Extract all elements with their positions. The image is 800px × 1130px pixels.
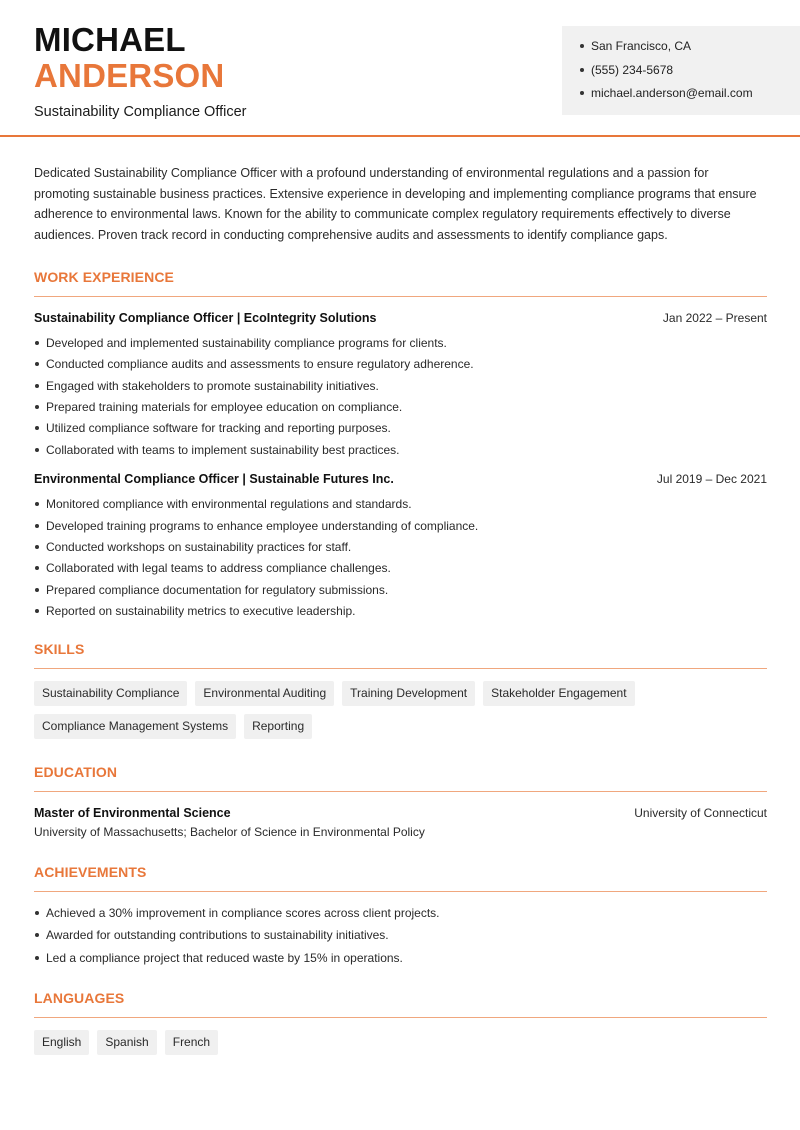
bullet-icon (35, 502, 39, 506)
job-role: Sustainability Compliance Officer | EcoIntegrity Solutions (34, 310, 377, 325)
section-title-work: WORK EXPERIENCE (34, 269, 767, 297)
bullet-icon (35, 384, 39, 388)
skill-chip: Stakeholder Engagement (483, 681, 634, 706)
job-date: Jul 2019 – Dec 2021 (656, 472, 767, 487)
bullet-text: Achieved a 30% improvement in compliance scores across client projects. (46, 905, 440, 920)
bullet-icon (35, 524, 39, 528)
list-item (34, 356, 767, 377)
job-entry (34, 472, 767, 624)
bullet-icon (35, 566, 39, 570)
section-title-achievements: ACHIEVEMENTS (34, 864, 767, 892)
bullet-icon (35, 405, 39, 409)
bullet-text: Awarded for outstanding contributions to sustainability initiatives. (46, 928, 389, 942)
job-date: Jan 2022 – Present (662, 310, 767, 325)
skill-chip: Training Development (342, 681, 475, 706)
bullet-text: Prepared training materials for employee education on compliance. (46, 399, 403, 414)
languages-chips (34, 1030, 767, 1055)
list-item (34, 905, 767, 928)
phone-text: (555) 234-5678 (591, 62, 674, 77)
skills-chips (34, 681, 767, 739)
contact-location (580, 38, 800, 62)
bullet-icon (35, 911, 39, 915)
list-item (34, 518, 767, 539)
list-item (34, 420, 767, 441)
skill-chip: Reporting (244, 714, 312, 739)
bullet-text: Developed and implemented sustainability compliance programs for clients. (46, 335, 447, 350)
education-detail: University of Massachusetts; Bachelor of Science in Environmental Policy (34, 824, 425, 839)
bullet-icon (580, 68, 584, 72)
list-item (34, 378, 767, 399)
bullet-icon (35, 933, 39, 937)
bullet-text: Collaborated with teams to implement sustainability best practices. (46, 442, 400, 457)
list-item (34, 603, 767, 624)
skill-chip: Compliance Management Systems (34, 714, 236, 739)
job-bullets (34, 496, 767, 624)
section-title-skills: SKILLS (34, 641, 767, 669)
list-item (34, 496, 767, 517)
bullet-text: Prepared compliance documentation for regulatory submissions. (46, 582, 389, 597)
education-header (34, 806, 767, 820)
list-item (34, 335, 767, 356)
list-item (34, 927, 767, 950)
university-right: University of Connecticut (634, 805, 767, 820)
bullet-text: Led a compliance project that reduced waste by 15% in operations. (46, 950, 403, 965)
job-bullets (34, 335, 767, 463)
languages-section (34, 990, 767, 1055)
work-experience-section (34, 269, 767, 625)
location-text: San Francisco, CA (591, 39, 692, 53)
list-item (34, 399, 767, 420)
name-block (34, 22, 247, 120)
achievements-list (34, 905, 767, 973)
job-title: Sustainability Compliance Officer (34, 104, 247, 120)
bullet-icon (580, 44, 584, 48)
first-name: MICHAEL (34, 21, 186, 58)
last-name: ANDERSON (34, 57, 225, 94)
skill-chip: Environmental Auditing (195, 681, 334, 706)
list-item (34, 950, 767, 973)
section-title-education: EDUCATION (34, 764, 767, 792)
list-item (34, 560, 767, 581)
language-chip: French (165, 1030, 218, 1055)
skills-section (34, 641, 767, 739)
bullet-icon (35, 362, 39, 366)
job-header (34, 311, 767, 325)
bullet-icon (35, 341, 39, 345)
email-text: michael.anderson@email.com (591, 86, 753, 100)
bullet-text: Utilized compliance software for tracking and reporting purposes. (46, 421, 391, 436)
bullet-icon (35, 448, 39, 452)
bullet-text: Conducted compliance audits and assessments to ensure regulatory adherence. (46, 357, 474, 372)
contact-phone (580, 62, 800, 86)
bullet-text: Monitored compliance with environmental regulations and standards. (46, 497, 412, 512)
bullet-icon (35, 609, 39, 613)
achievements-section (34, 864, 767, 973)
bullet-text: Reported on sustainability metrics to executive leadership. (46, 604, 356, 619)
list-item (34, 442, 767, 463)
bullet-text: Developed training programs to enhance employee understanding of compliance. (46, 518, 479, 533)
bullet-text: Collaborated with legal teams to address compliance challenges. (46, 561, 391, 576)
bullet-icon (35, 588, 39, 592)
bullet-icon (580, 91, 584, 95)
bullet-icon (35, 545, 39, 549)
resume-body (34, 163, 767, 1055)
job-header (34, 472, 767, 486)
list-item (34, 582, 767, 603)
language-chip: English (34, 1030, 89, 1055)
summary-paragraph: Dedicated Sustainability Compliance Officer with a profound understanding of environmental regulations and a passion for promoting sustainable business practices. Extensive experience in developing and implementing compliance programs that ensure adherence to environmental laws. Known for the ability to communicate complex regulatory requirements effectively to diverse audiences. Proven track record in conducting comprehensive audits and assessments to identify compliance gaps. (34, 166, 757, 243)
education-entry (34, 806, 767, 839)
job-role: Environmental Compliance Officer | Sustainable Futures Inc. (34, 472, 394, 487)
education-section (34, 764, 767, 839)
bullet-text: Engaged with stakeholders to promote sustainability initiatives. (46, 378, 379, 393)
contact-email (580, 85, 800, 109)
contact-box (562, 26, 800, 115)
bullet-icon (35, 426, 39, 430)
bullet-icon (35, 956, 39, 960)
language-chip: Spanish (97, 1030, 156, 1055)
section-title-languages: LANGUAGES (34, 990, 767, 1018)
job-entry (34, 311, 767, 463)
bullet-text: Conducted workshops on sustainability practices for staff. (46, 539, 352, 554)
list-item (34, 539, 767, 560)
degree: Master of Environmental Science (34, 805, 231, 820)
resume-header (0, 0, 800, 137)
skill-chip: Sustainability Compliance (34, 681, 187, 706)
